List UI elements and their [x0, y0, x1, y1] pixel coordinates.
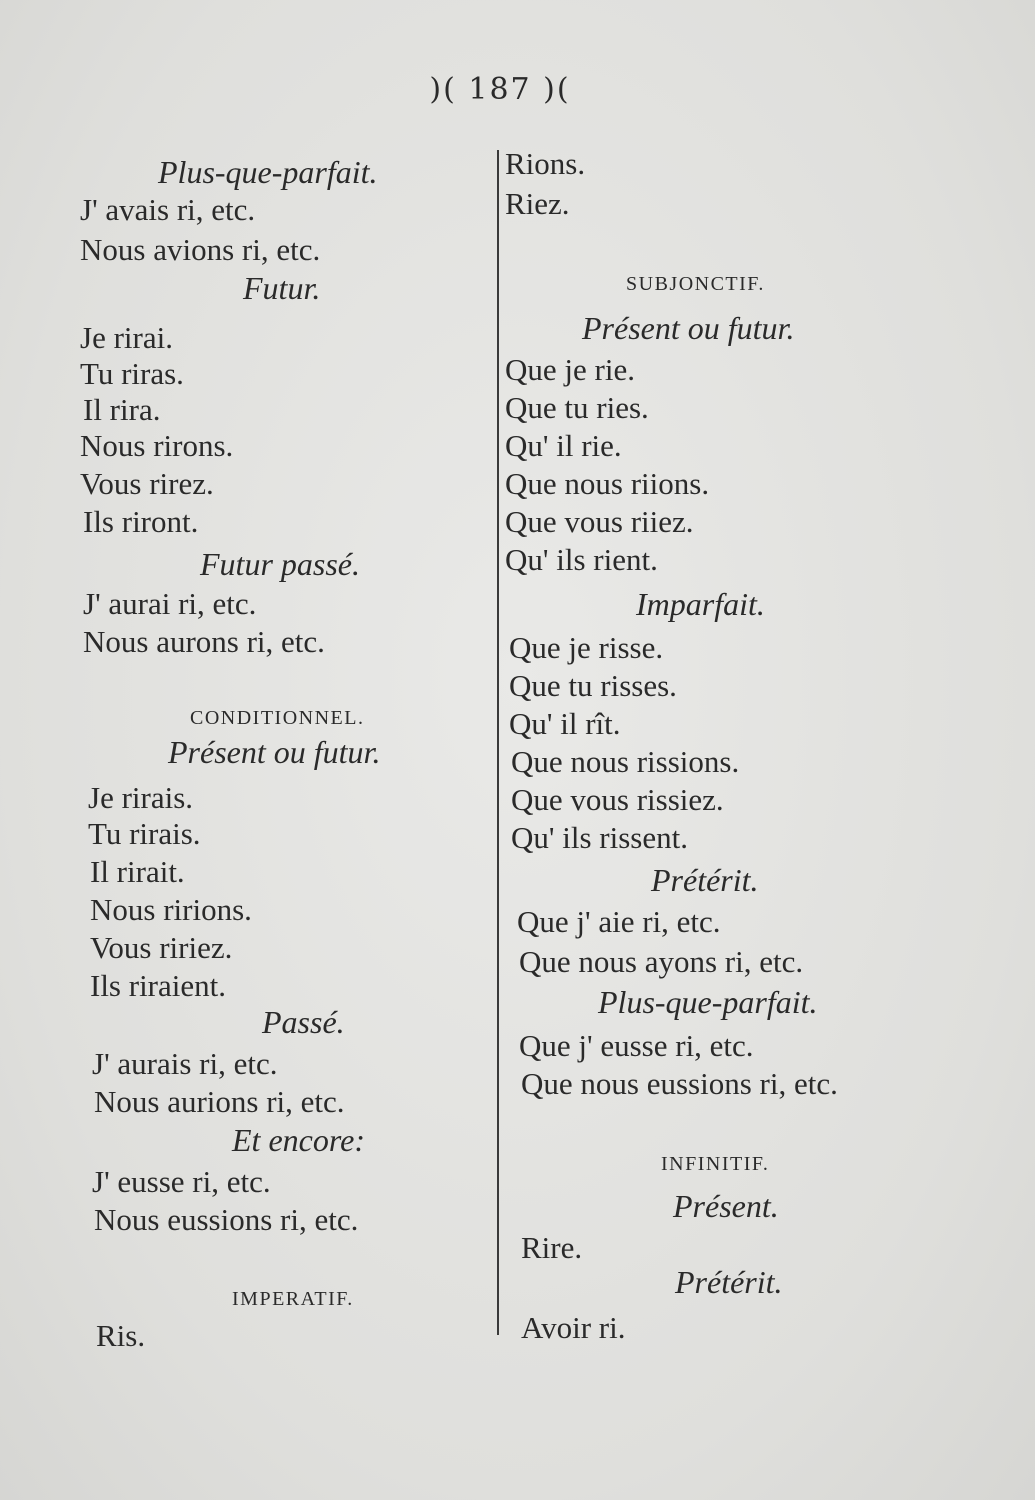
text-line: Nous aurions ri, etc.: [94, 1084, 345, 1119]
heading-plus-que-parfait: Plus-que-parfait.: [158, 154, 378, 190]
text-line: Nous ririons.: [90, 892, 252, 927]
text-line: Tu rirais.: [88, 816, 201, 851]
heading-cond-present: Présent ou futur.: [168, 734, 381, 770]
column-divider: [497, 150, 499, 1335]
section-title-subjonctif: SUBJONCTIF.: [626, 273, 765, 295]
text-line: J' aurais ri, etc.: [92, 1046, 278, 1081]
text-line: Vous rirez.: [80, 466, 214, 501]
heading-subj-plus-que-parfait: Plus-que-parfait.: [598, 984, 818, 1020]
heading-subj-present: Présent ou futur.: [582, 310, 795, 346]
text-line: Vous ririez.: [90, 930, 233, 965]
heading-imparfait: Imparfait.: [636, 586, 765, 622]
text-line: Que nous ayons ri, etc.: [519, 944, 804, 979]
text-line: J' avais ri, etc.: [80, 192, 256, 227]
heading-et-encore: Et encore:: [232, 1122, 365, 1158]
text-line: Il rirait.: [90, 854, 185, 889]
text-line: Qu' il rît.: [509, 706, 621, 741]
text-line: Tu riras.: [80, 356, 184, 391]
heading-inf-present: Présent.: [673, 1188, 779, 1224]
text-line: Rions.: [505, 146, 586, 181]
text-line: Que je risse.: [509, 630, 664, 665]
text-line: Qu' ils rient.: [505, 542, 658, 577]
text-line: Que j' eusse ri, etc.: [519, 1028, 754, 1063]
heading-cond-passe: Passé.: [262, 1004, 345, 1040]
text-line: Que nous riions.: [505, 466, 710, 501]
text-line: Que nous eussions ri, etc.: [521, 1066, 838, 1101]
text-line: Qu' il rie.: [505, 428, 622, 463]
text-line: Avoir ri.: [521, 1310, 626, 1345]
heading-futur: Futur.: [243, 270, 321, 306]
text-line: Que vous rissiez.: [511, 782, 724, 817]
heading-preterit: Prétérit.: [651, 862, 759, 898]
text-line: J' aurai ri, etc.: [83, 586, 257, 621]
text-line: Rire.: [521, 1230, 583, 1265]
text-line: Qu' ils rissent.: [511, 820, 688, 855]
text-line: Que tu risses.: [509, 668, 677, 703]
text-line: Nous eussions ri, etc.: [94, 1202, 359, 1237]
text-line: Je rirai.: [80, 320, 173, 355]
text-line: Je rirais.: [88, 780, 194, 815]
text-line: Que nous rissions.: [511, 744, 740, 779]
section-title-conditionnel: CONDITIONNEL.: [190, 707, 365, 729]
text-line: Ris.: [96, 1318, 146, 1353]
text-line: Que vous riiez.: [505, 504, 694, 539]
page-number: )( 187 )(: [429, 72, 571, 107]
text-line: J' eusse ri, etc.: [92, 1164, 271, 1199]
text-line: Nous rirons.: [80, 428, 234, 463]
text-line: Que j' aie ri, etc.: [517, 904, 721, 939]
text-line: Nous avions ri, etc.: [80, 232, 321, 267]
text-line: Il rira.: [83, 392, 161, 427]
section-title-infinitif: INFINITIF.: [661, 1153, 770, 1175]
text-line: Que je rie.: [505, 352, 635, 387]
text-line: Ils riront.: [83, 504, 199, 539]
heading-inf-preterit: Prétérit.: [675, 1264, 783, 1300]
text-line: Que tu ries.: [505, 390, 649, 425]
text-line: Nous aurons ri, etc.: [83, 624, 325, 659]
text-line: Riez.: [505, 186, 570, 221]
section-title-imperatif: IMPERATIF.: [232, 1288, 354, 1310]
text-line: Ils riraient.: [90, 968, 227, 1003]
heading-futur-passe: Futur passé.: [200, 546, 360, 582]
